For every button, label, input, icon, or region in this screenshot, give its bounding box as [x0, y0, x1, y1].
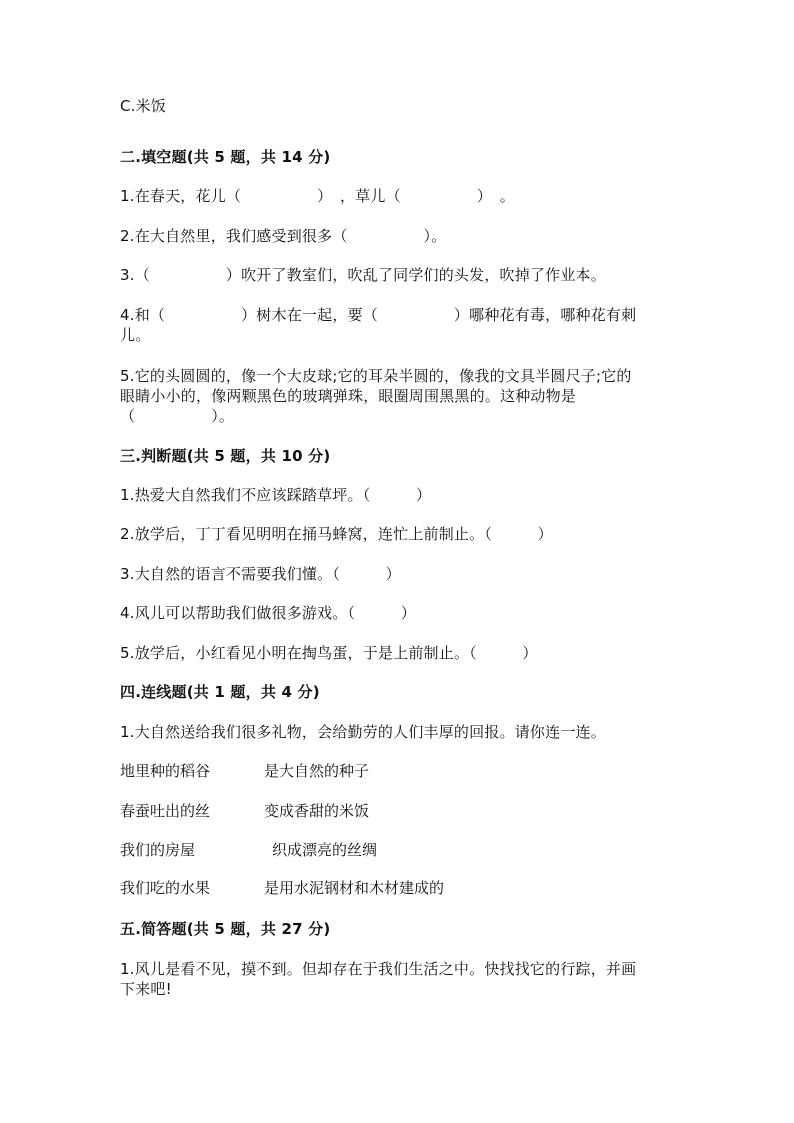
- judge-question-3: 3.大自然的语言不需要我们懂。（ ）: [120, 565, 401, 583]
- fill-question-5-line-3: （ ）。: [120, 407, 235, 425]
- match-left-item: 地里种的稻谷: [120, 762, 211, 780]
- short-question-1-line-1: 1.风儿是看不见，摸不到。但却存在于我们生活之中。快找找它的行踪，并画: [120, 960, 637, 978]
- judge-question-4: 4.风儿可以帮助我们做很多游戏。（ ）: [120, 604, 417, 622]
- match-left-item: 春蚕吐出的丝: [120, 802, 211, 820]
- section-heading-match: 四.连线题(共 1 题，共 4 分): [120, 683, 320, 701]
- option-c: C.米饭: [120, 97, 167, 115]
- fill-question-1: 1.在春天，花儿（ ） ，草儿（ ） 。: [120, 187, 515, 205]
- fill-question-3: 3.（ ）吹开了教室们，吹乱了同学们的头发，吹掉了作业本。: [120, 266, 606, 284]
- section-heading-short: 五.简答题(共 5 题，共 27 分): [120, 920, 331, 938]
- match-left-item: 我们吃的水果: [120, 879, 211, 897]
- match-question-1: 1.大自然送给我们很多礼物，会给勤劳的人们丰厚的回报。请你连一连。: [120, 723, 606, 741]
- section-heading-judge: 三.判断题(共 5 题，共 10 分): [120, 447, 331, 465]
- judge-question-5: 5.放学后，小红看见小明在掏鸟蛋，于是上前制止。（ ）: [120, 644, 538, 662]
- match-right-item: 变成香甜的米饭: [264, 802, 370, 820]
- match-right-item: 织成漂亮的丝绸: [272, 841, 378, 859]
- judge-question-2: 2.放学后，丁丁看见明明在捅马蜂窝，连忙上前制止。（ ）: [120, 525, 553, 543]
- match-right-item: 是大自然的种子: [264, 762, 370, 780]
- match-right-item: 是用水泥钢材和木材建成的: [264, 879, 445, 897]
- short-question-1-line-2: 下来吧!: [120, 980, 172, 998]
- fill-question-4-line-2: 儿。: [120, 326, 151, 344]
- fill-question-2: 2.在大自然里，我们感受到很多（ ）。: [120, 227, 447, 245]
- fill-question-5-line-1: 5.它的头圆圆的，像一个大皮球;它的耳朵半圆的，像我的文具半圆尺子;它的: [120, 367, 632, 385]
- judge-question-1: 1.热爱大自然我们不应该踩踏草坪。（ ）: [120, 486, 432, 504]
- section-heading-fill: 二.填空题(共 5 题，共 14 分): [120, 148, 331, 166]
- match-left-item: 我们的房屋: [120, 841, 196, 859]
- fill-question-5-line-2: 眼睛小小的，像两颗黑色的玻璃弹珠，眼圈周围黑黑的。这种动物是: [120, 387, 577, 405]
- fill-question-4-line-1: 4.和（ ）树木在一起，要（ ）哪种花有毒，哪种花有刺: [120, 306, 637, 324]
